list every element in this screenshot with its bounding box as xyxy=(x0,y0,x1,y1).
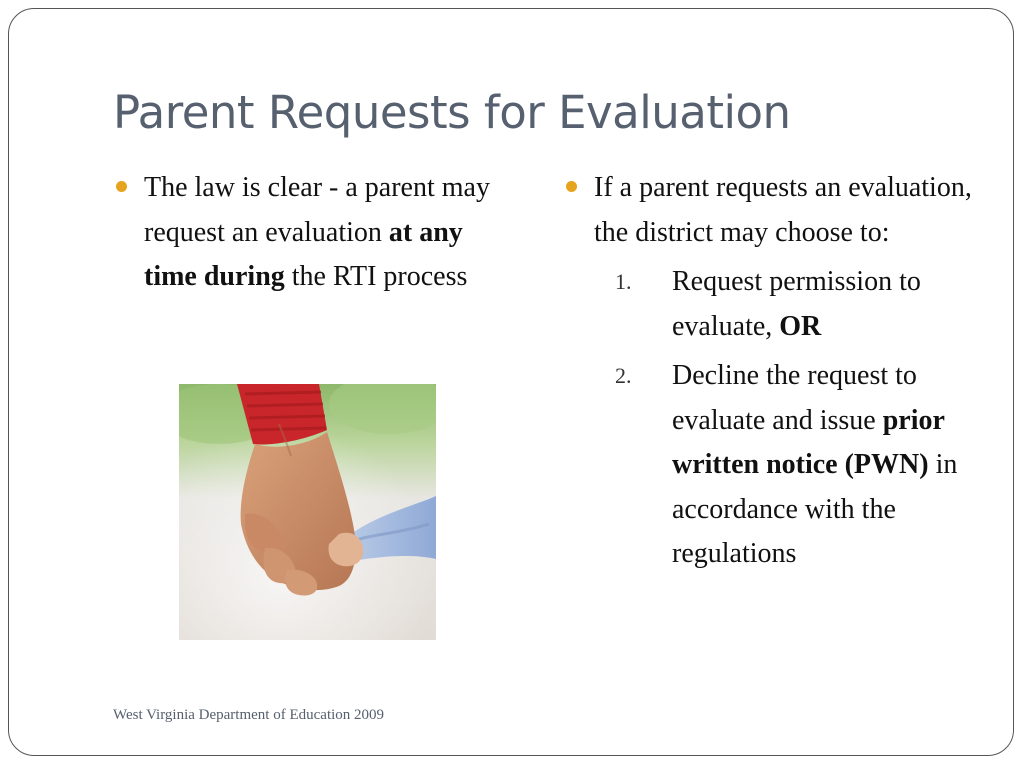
item-text-bold: prior written notice (PWN) xyxy=(672,404,945,480)
bullet-item xyxy=(113,166,493,300)
bullet-dot-icon xyxy=(566,181,577,192)
footer-text: West Virginia Department of Education 2009 xyxy=(113,707,385,723)
bullet-text: If a parent requests an evaluation, the district may choose to: xyxy=(594,172,972,248)
item-number: 1. xyxy=(615,269,632,294)
bullet-dot-icon xyxy=(116,181,127,192)
item-text: Request permission to evaluate, xyxy=(672,266,921,342)
item-text-end: in accordance with the regulations xyxy=(672,449,958,569)
item-number: 2. xyxy=(615,363,632,388)
bullet-text-bold: at any time during xyxy=(144,216,463,292)
holding-hands-photo xyxy=(179,384,436,640)
bullet-item xyxy=(563,166,983,255)
bullet-text-end: the RTI process xyxy=(284,261,468,292)
numbered-item xyxy=(563,354,983,577)
left-column xyxy=(113,166,493,300)
slide-title: Parent Requests for Evaluation xyxy=(113,86,791,139)
item-text-bold: OR xyxy=(779,310,822,342)
item-text: Decline the request to evaluate and issue xyxy=(672,360,917,436)
numbered-item xyxy=(563,260,983,349)
right-column xyxy=(563,166,983,577)
bullet-text: The law is clear - a parent may request an evaluation xyxy=(144,172,490,248)
